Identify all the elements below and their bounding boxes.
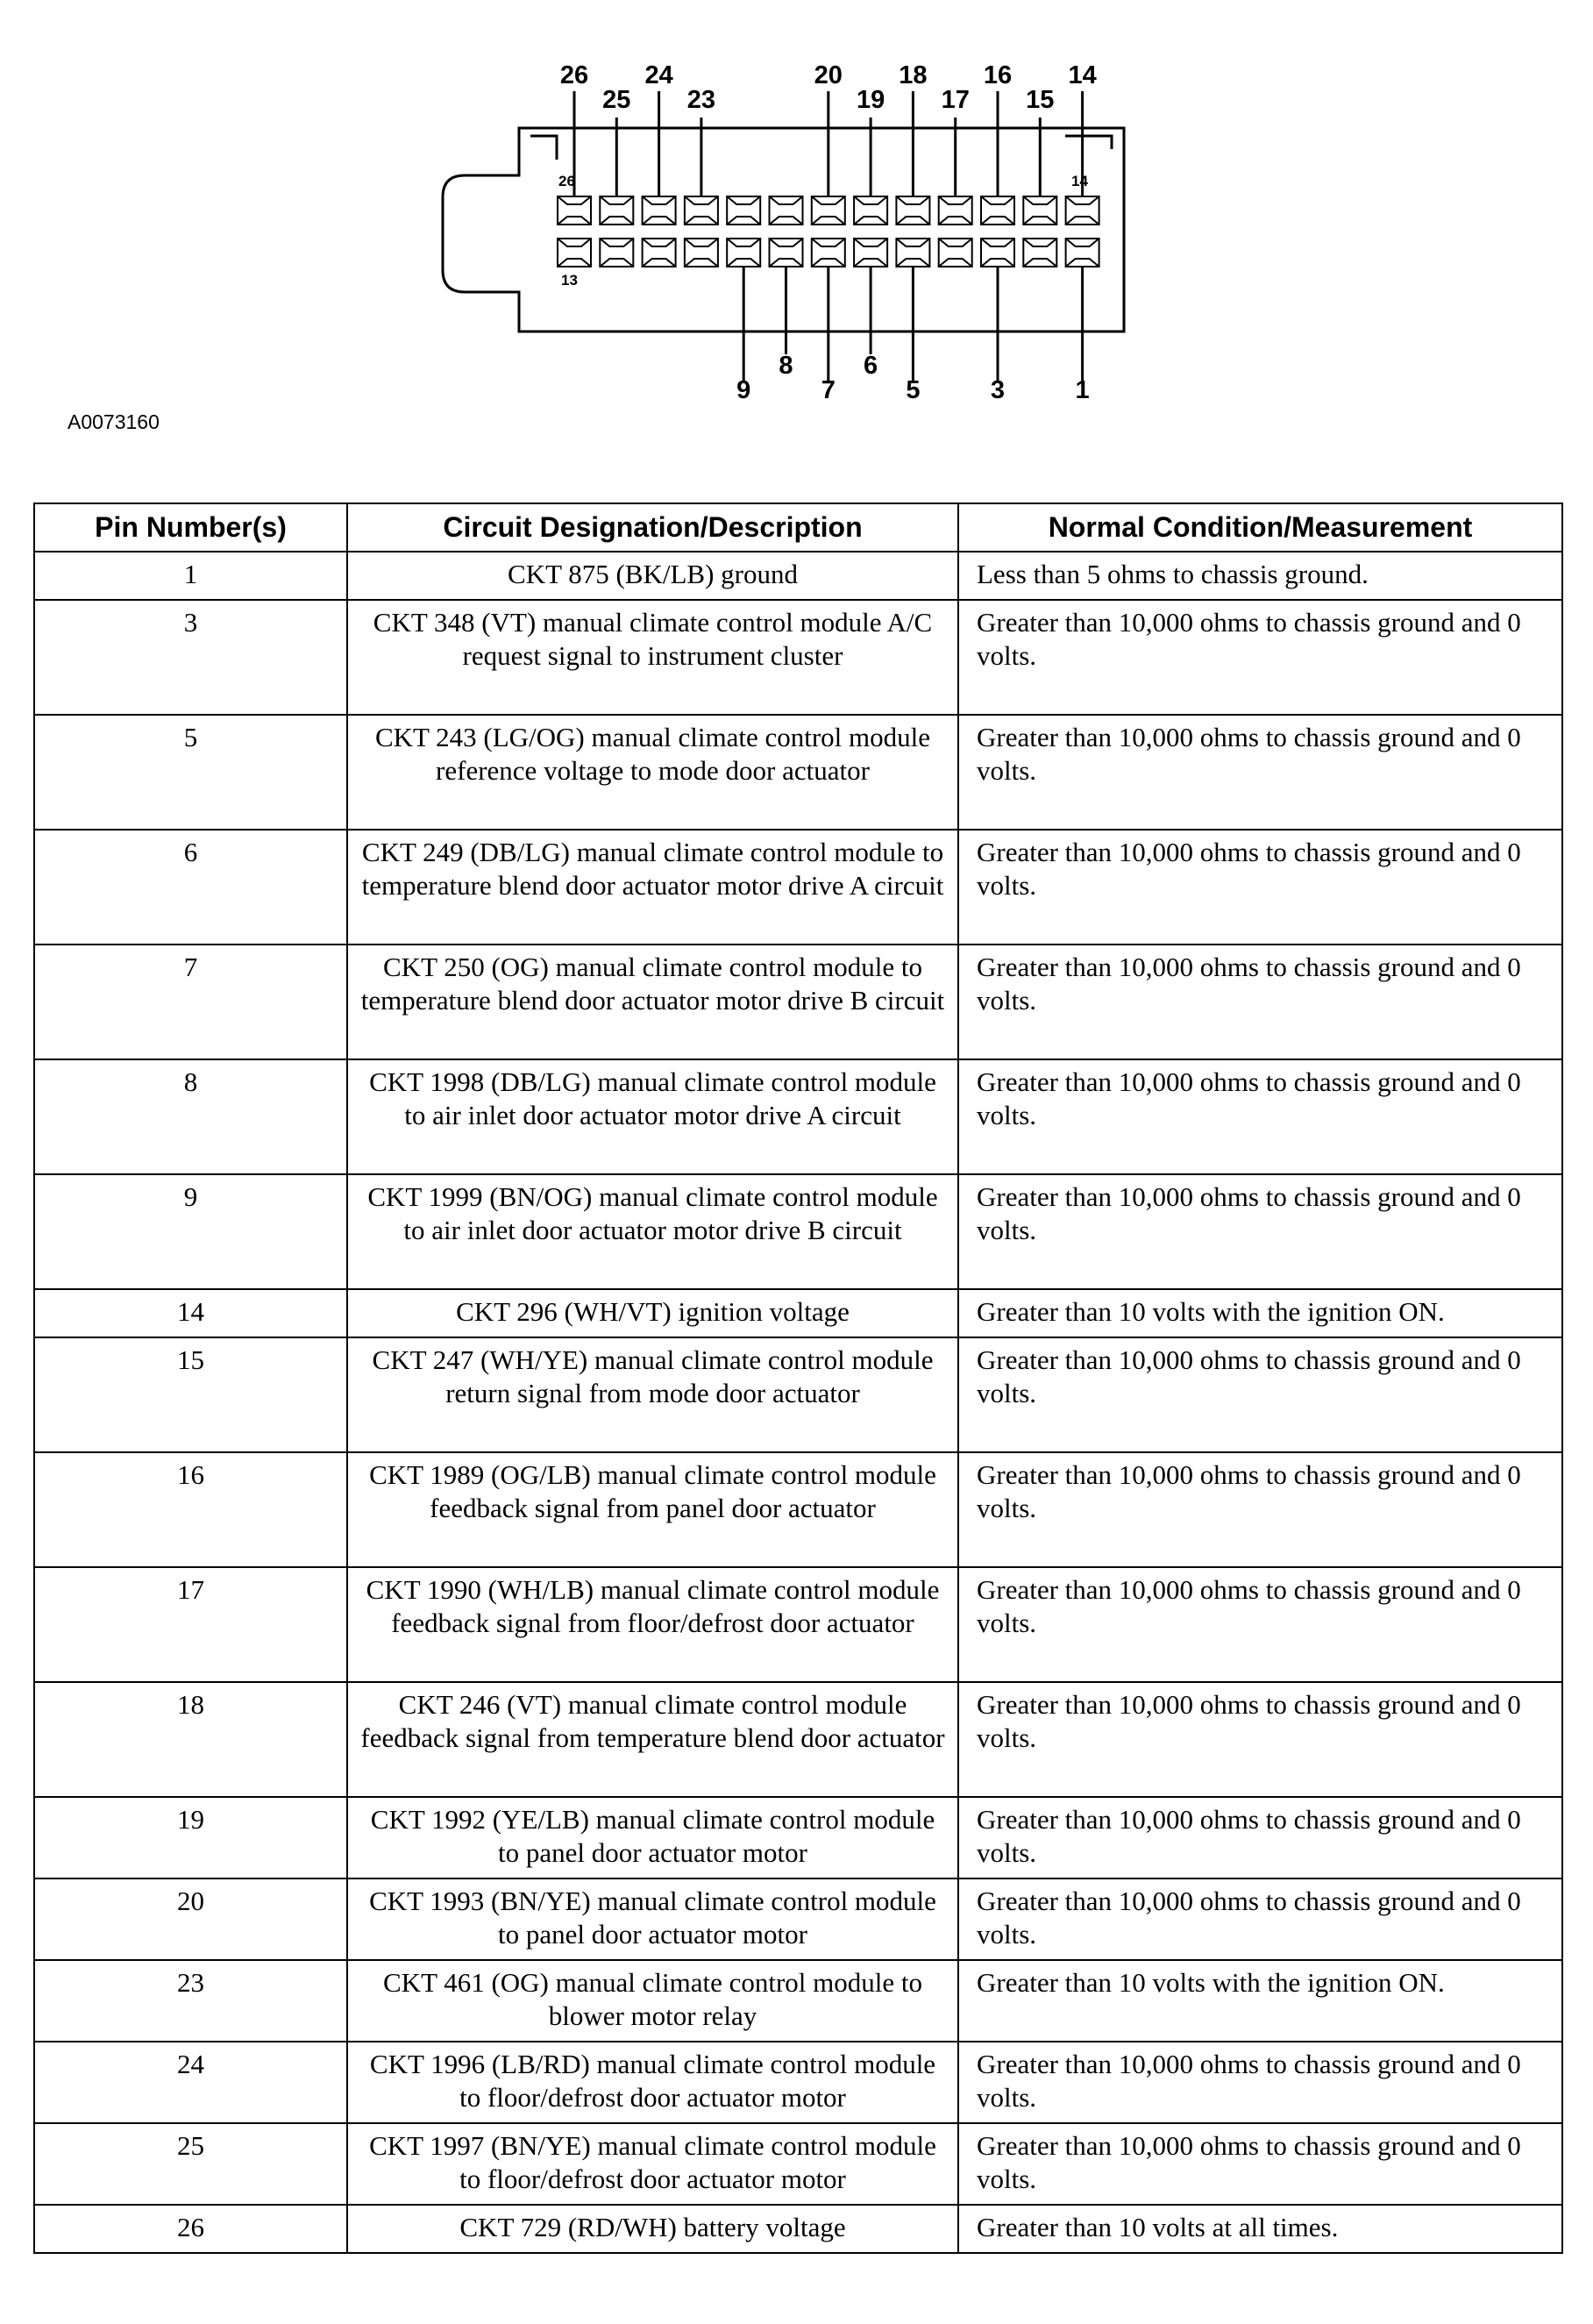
pin-label-26-inner: 26 [558, 173, 575, 189]
normal-condition-cell: Greater than 10,000 ohms to chassis ground and 0 volts. [958, 1797, 1562, 1878]
circuit-description-cell: CKT 1990 (WH/LB) manual climate control module feedback signal from floor/defrost door actuator [347, 1567, 958, 1682]
callout-label: 6 [864, 352, 878, 380]
table-row [34, 945, 1562, 1059]
table-row [34, 2205, 1562, 2253]
circuit-description-cell: CKT 250 (OG) manual climate control module to temperature blend door actuator motor drive B circuit [347, 945, 958, 1059]
table-row [34, 1567, 1562, 1682]
circuit-description-cell: CKT 1996 (LB/RD) manual climate control module to floor/defrost door actuator motor [347, 2042, 958, 2123]
normal-condition-cell: Greater than 10,000 ohms to chassis ground and 0 volts. [958, 715, 1562, 830]
pin-cavity-detail [727, 196, 760, 225]
connector-notch-right [1065, 136, 1112, 149]
connector-outline [443, 128, 1124, 331]
table-row [34, 830, 1562, 945]
pin-cavity-detail [1066, 239, 1099, 267]
table-row [34, 1960, 1562, 2042]
normal-condition-cell: Greater than 10,000 ohms to chassis ground and 0 volts. [958, 1567, 1562, 1682]
normal-condition-cell: Greater than 10 volts with the ignition ON. [958, 1289, 1562, 1337]
header-circuit-description: Circuit Designation/Description [347, 503, 958, 552]
callout-label: 19 [856, 86, 885, 114]
circuit-description-cell: CKT 1997 (BN/YE) manual climate control module to floor/defrost door actuator motor [347, 2123, 958, 2205]
callout-label: 7 [821, 376, 836, 404]
pin-number-cell: 17 [34, 1567, 347, 1682]
table-row [34, 1059, 1562, 1174]
pin-cavity-detail [812, 196, 845, 225]
pin-cavity-detail [600, 196, 633, 225]
pin-number-cell: 9 [34, 1174, 347, 1289]
pin-number-cell: 6 [34, 830, 347, 945]
table-row [34, 1682, 1562, 1797]
table-row [34, 1452, 1562, 1567]
circuit-description-cell: CKT 296 (WH/VT) ignition voltage [347, 1289, 958, 1337]
figure-id: A0073160 [68, 410, 160, 433]
normal-condition-cell: Greater than 10,000 ohms to chassis ground and 0 volts. [958, 830, 1562, 945]
table-row [34, 552, 1562, 600]
callout-label: 1 [1075, 376, 1090, 404]
circuit-description-cell: CKT 875 (BK/LB) ground [347, 552, 958, 600]
pin-cavity-detail [643, 196, 676, 225]
pin-number-cell: 5 [34, 715, 347, 830]
pin-cavity-detail [896, 196, 929, 225]
circuit-description-cell: CKT 1993 (BN/YE) manual climate control module to panel door actuator motor [347, 1878, 958, 1960]
pin-number-cell: 20 [34, 1878, 347, 1960]
pin-cavity-detail [685, 239, 718, 267]
normal-condition-cell: Greater than 10 volts at all times. [958, 2205, 1562, 2253]
callout-label: 24 [644, 61, 673, 89]
callout-label: 9 [736, 376, 751, 404]
pin-cavity-detail [770, 196, 803, 225]
pin-cavity-detail [854, 239, 887, 267]
normal-condition-cell: Greater than 10,000 ohms to chassis ground and 0 volts. [958, 1878, 1562, 1960]
pin-number-cell: 15 [34, 1337, 347, 1452]
pin-cavity-detail [685, 196, 718, 225]
table-row [34, 1289, 1562, 1337]
normal-condition-cell: Greater than 10,000 ohms to chassis ground and 0 volts. [958, 2123, 1562, 2205]
table-row [34, 1174, 1562, 1289]
callout-label: 14 [1068, 61, 1097, 89]
table-row [34, 2042, 1562, 2123]
callout-label: 3 [990, 376, 1006, 404]
callout-label: 15 [1026, 86, 1055, 114]
table-row [34, 1878, 1562, 1960]
pin-number-cell: 1 [34, 552, 347, 600]
circuit-description-cell: CKT 249 (DB/LG) manual climate control module to temperature blend door actuator motor drive A circuit [347, 830, 958, 945]
normal-condition-cell: Greater than 10,000 ohms to chassis ground and 0 volts. [958, 945, 1562, 1059]
callout-label: 17 [941, 86, 970, 114]
pin-table [33, 503, 1563, 2254]
circuit-description-cell: CKT 1999 (BN/OG) manual climate control module to air inlet door actuator motor drive B circuit [347, 1174, 958, 1289]
circuit-description-cell: CKT 1989 (OG/LB) manual climate control module feedback signal from panel door actuator [347, 1452, 958, 1567]
connector-diagram [0, 0, 1593, 474]
normal-condition-cell: Greater than 10,000 ohms to chassis ground and 0 volts. [958, 1174, 1562, 1289]
pin-cavity-detail [643, 239, 676, 267]
pin-number-cell: 8 [34, 1059, 347, 1174]
header-pin-numbers: Pin Number(s) [34, 503, 347, 552]
table-header-row [34, 503, 1562, 552]
pin-cavity-detail [1066, 196, 1099, 225]
table-row [34, 715, 1562, 830]
pin-number-cell: 24 [34, 2042, 347, 2123]
pin-label-14-inner: 14 [1071, 173, 1088, 189]
normal-condition-cell: Greater than 10,000 ohms to chassis ground and 0 volts. [958, 2042, 1562, 2123]
pin-number-cell: 23 [34, 1960, 347, 2042]
normal-condition-cell: Greater than 10,000 ohms to chassis ground and 0 volts. [958, 600, 1562, 715]
circuit-description-cell: CKT 1998 (DB/LG) manual climate control module to air inlet door actuator motor drive A circuit [347, 1059, 958, 1174]
pin-number-cell: 19 [34, 1797, 347, 1878]
pin-cavity-detail [939, 239, 972, 267]
table-row [34, 600, 1562, 715]
connector-notch-left [530, 136, 557, 160]
pin-number-cell: 18 [34, 1682, 347, 1797]
pin-number-cell: 26 [34, 2205, 347, 2253]
callout-label: 18 [899, 61, 928, 89]
circuit-description-cell: CKT 461 (OG) manual climate control module to blower motor relay [347, 1960, 958, 2042]
circuit-description-cell: CKT 246 (VT) manual climate control module feedback signal from temperature blend door actuator [347, 1682, 958, 1797]
circuit-description-cell: CKT 243 (LG/OG) manual climate control module reference voltage to mode door actuator [347, 715, 958, 830]
pin-number-cell: 16 [34, 1452, 347, 1567]
callout-label: 5 [906, 376, 921, 404]
callout-label: 25 [602, 86, 631, 114]
pin-number-cell: 3 [34, 600, 347, 715]
pin-cavity-detail [896, 239, 929, 267]
pin-cavity-detail [600, 239, 633, 267]
normal-condition-cell: Less than 5 ohms to chassis ground. [958, 552, 1562, 600]
normal-condition-cell: Greater than 10,000 ohms to chassis ground and 0 volts. [958, 1682, 1562, 1797]
callout-label: 26 [559, 61, 589, 89]
circuit-description-cell: CKT 1992 (YE/LB) manual climate control module to panel door actuator motor [347, 1797, 958, 1878]
pin-cavity-detail [1023, 239, 1056, 267]
pin-cavity-detail [981, 239, 1014, 267]
pin-number-cell: 25 [34, 2123, 347, 2205]
callout-label: 8 [779, 352, 793, 380]
pin-number-cell: 7 [34, 945, 347, 1059]
callout-label: 20 [814, 61, 843, 89]
pin-cavity-detail [770, 239, 803, 267]
pin-cavity-detail [558, 196, 591, 225]
normal-condition-cell: Greater than 10,000 ohms to chassis ground and 0 volts. [958, 1337, 1562, 1452]
pin-cavity-detail [939, 196, 972, 225]
circuit-description-cell: CKT 348 (VT) manual climate control module A/C request signal to instrument cluster [347, 600, 958, 715]
table-row [34, 2123, 1562, 2205]
pin-cavity-detail [1023, 196, 1056, 225]
table-row [34, 1797, 1562, 1878]
pin-cavity-detail [854, 196, 887, 225]
pin-cavity-detail [558, 239, 591, 267]
pin-number-cell: 14 [34, 1289, 347, 1337]
pin-cavity-detail [727, 239, 760, 267]
normal-condition-cell: Greater than 10,000 ohms to chassis ground and 0 volts. [958, 1452, 1562, 1567]
callout-label: 23 [686, 86, 716, 114]
circuit-description-cell: CKT 247 (WH/YE) manual climate control module return signal from mode door actuator [347, 1337, 958, 1452]
normal-condition-cell: Greater than 10,000 ohms to chassis ground and 0 volts. [958, 1059, 1562, 1174]
pin-cavity-detail [981, 196, 1014, 225]
callout-label: 16 [983, 61, 1013, 89]
circuit-description-cell: CKT 729 (RD/WH) battery voltage [347, 2205, 958, 2253]
table-row [34, 1337, 1562, 1452]
normal-condition-cell: Greater than 10 volts with the ignition ON. [958, 1960, 1562, 2042]
header-normal-condition: Normal Condition/Measurement [958, 503, 1562, 552]
pin-label-13-inner: 13 [561, 272, 578, 289]
pin-cavity-detail [812, 239, 845, 267]
